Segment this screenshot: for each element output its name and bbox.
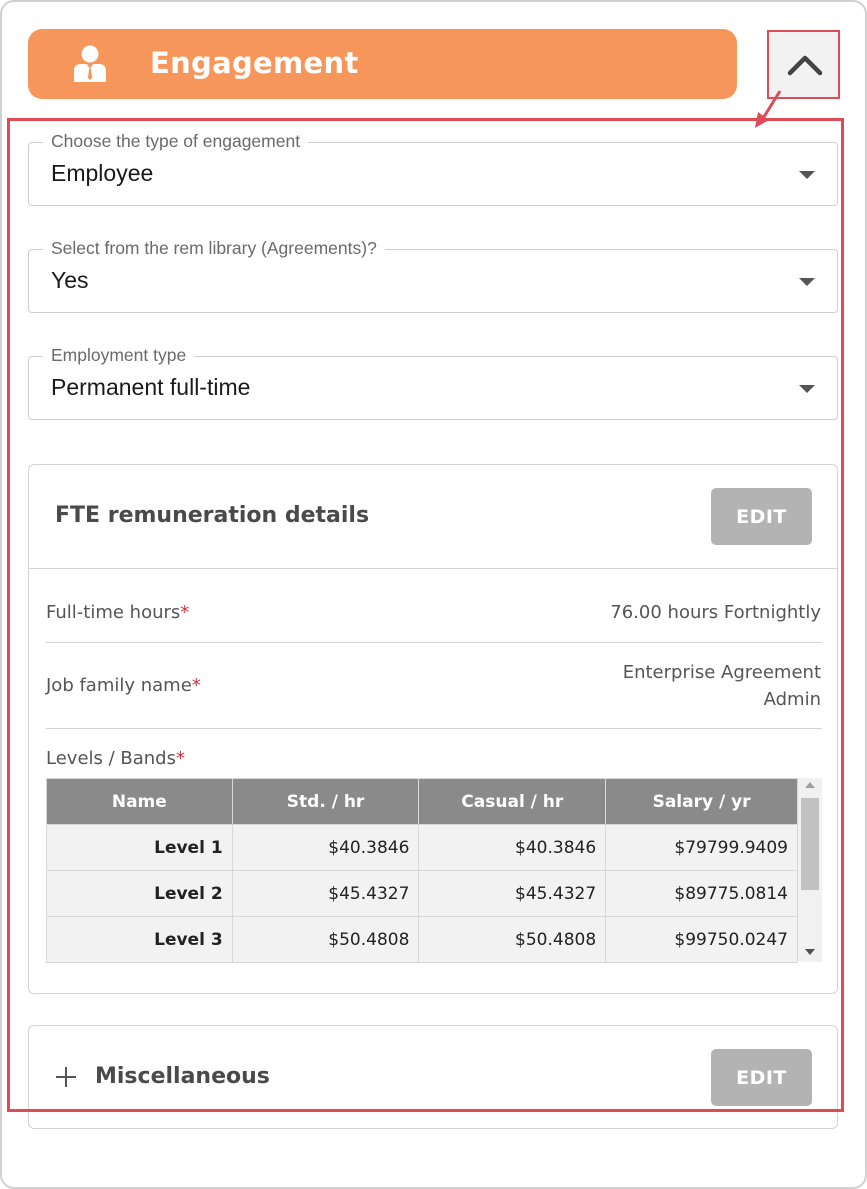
salary-cell: $79799.9409: [606, 825, 798, 871]
column-header[interactable]: Std. / hr: [232, 779, 419, 825]
level-name-cell: Level 2: [47, 871, 233, 917]
job-family-value-line1: Enterprise Agreement: [622, 662, 821, 683]
fte-edit-button[interactable]: EDIT: [711, 488, 812, 545]
dropdown-caret-icon: [799, 385, 815, 393]
levels-table: [46, 778, 798, 963]
engagement-header[interactable]: [28, 29, 737, 99]
column-header[interactable]: Casual / hr: [419, 779, 606, 825]
divider: [46, 642, 822, 643]
plus-icon[interactable]: [55, 1066, 77, 1088]
level-name-cell: Level 3: [47, 917, 233, 963]
chevron-up-icon: [787, 52, 823, 78]
column-header[interactable]: Name: [47, 779, 233, 825]
annotation-arrow: [750, 88, 786, 132]
table-row[interactable]: [47, 825, 798, 871]
table-header-row: [47, 779, 798, 825]
full-time-hours-label: Full-time hours*: [46, 602, 190, 623]
rem-library-label: Select from the rem library (Agreements)?: [43, 238, 385, 259]
miscellaneous-title: Miscellaneous: [95, 1064, 270, 1089]
section-title: Engagement: [150, 46, 359, 80]
employment-type-select[interactable]: [28, 345, 838, 420]
miscellaneous-card[interactable]: [28, 1025, 838, 1129]
table-scrollbar[interactable]: [798, 778, 822, 962]
full-time-hours-value: 76.00 hours Fortnightly: [610, 602, 821, 623]
salary-cell: $99750.0247: [606, 917, 798, 963]
dropdown-caret-icon: [799, 278, 815, 286]
job-family-value: [623, 659, 821, 713]
casual-rate-cell: $45.4327: [419, 871, 606, 917]
rem-library-select[interactable]: [28, 238, 838, 313]
dropdown-caret-icon: [799, 171, 815, 179]
column-header[interactable]: Salary / yr: [606, 779, 798, 825]
scroll-up-icon[interactable]: [805, 782, 815, 788]
fte-remuneration-card: [28, 464, 838, 994]
divider: [46, 728, 822, 729]
employment-type-label: Employment type: [43, 345, 194, 366]
table-row[interactable]: [47, 917, 798, 963]
scroll-thumb[interactable]: [801, 798, 819, 890]
std-rate-cell: $45.4327: [232, 871, 419, 917]
job-family-label: Job family name*: [46, 675, 201, 696]
card-title: FTE remuneration details: [55, 503, 370, 528]
rem-library-value: Yes: [51, 267, 89, 293]
std-rate-cell: $40.3846: [232, 825, 419, 871]
employment-type-value: Permanent full-time: [51, 374, 251, 400]
level-name-cell: Level 1: [47, 825, 233, 871]
levels-label: Levels / Bands*: [46, 748, 185, 769]
job-family-value-line2: Admin: [763, 689, 821, 710]
user-icon: [73, 45, 107, 83]
casual-rate-cell: $50.4808: [419, 917, 606, 963]
scroll-down-icon[interactable]: [805, 949, 815, 955]
misc-edit-button[interactable]: EDIT: [711, 1049, 812, 1106]
table-row[interactable]: [47, 871, 798, 917]
engagement-type-label: Choose the type of engagement: [43, 131, 308, 152]
levels-table-container: [46, 778, 822, 962]
card-header: [29, 465, 837, 569]
casual-rate-cell: $40.3846: [419, 825, 606, 871]
salary-cell: $89775.0814: [606, 871, 798, 917]
std-rate-cell: $50.4808: [232, 917, 419, 963]
engagement-type-select[interactable]: [28, 131, 838, 206]
engagement-type-value: Employee: [51, 160, 154, 186]
